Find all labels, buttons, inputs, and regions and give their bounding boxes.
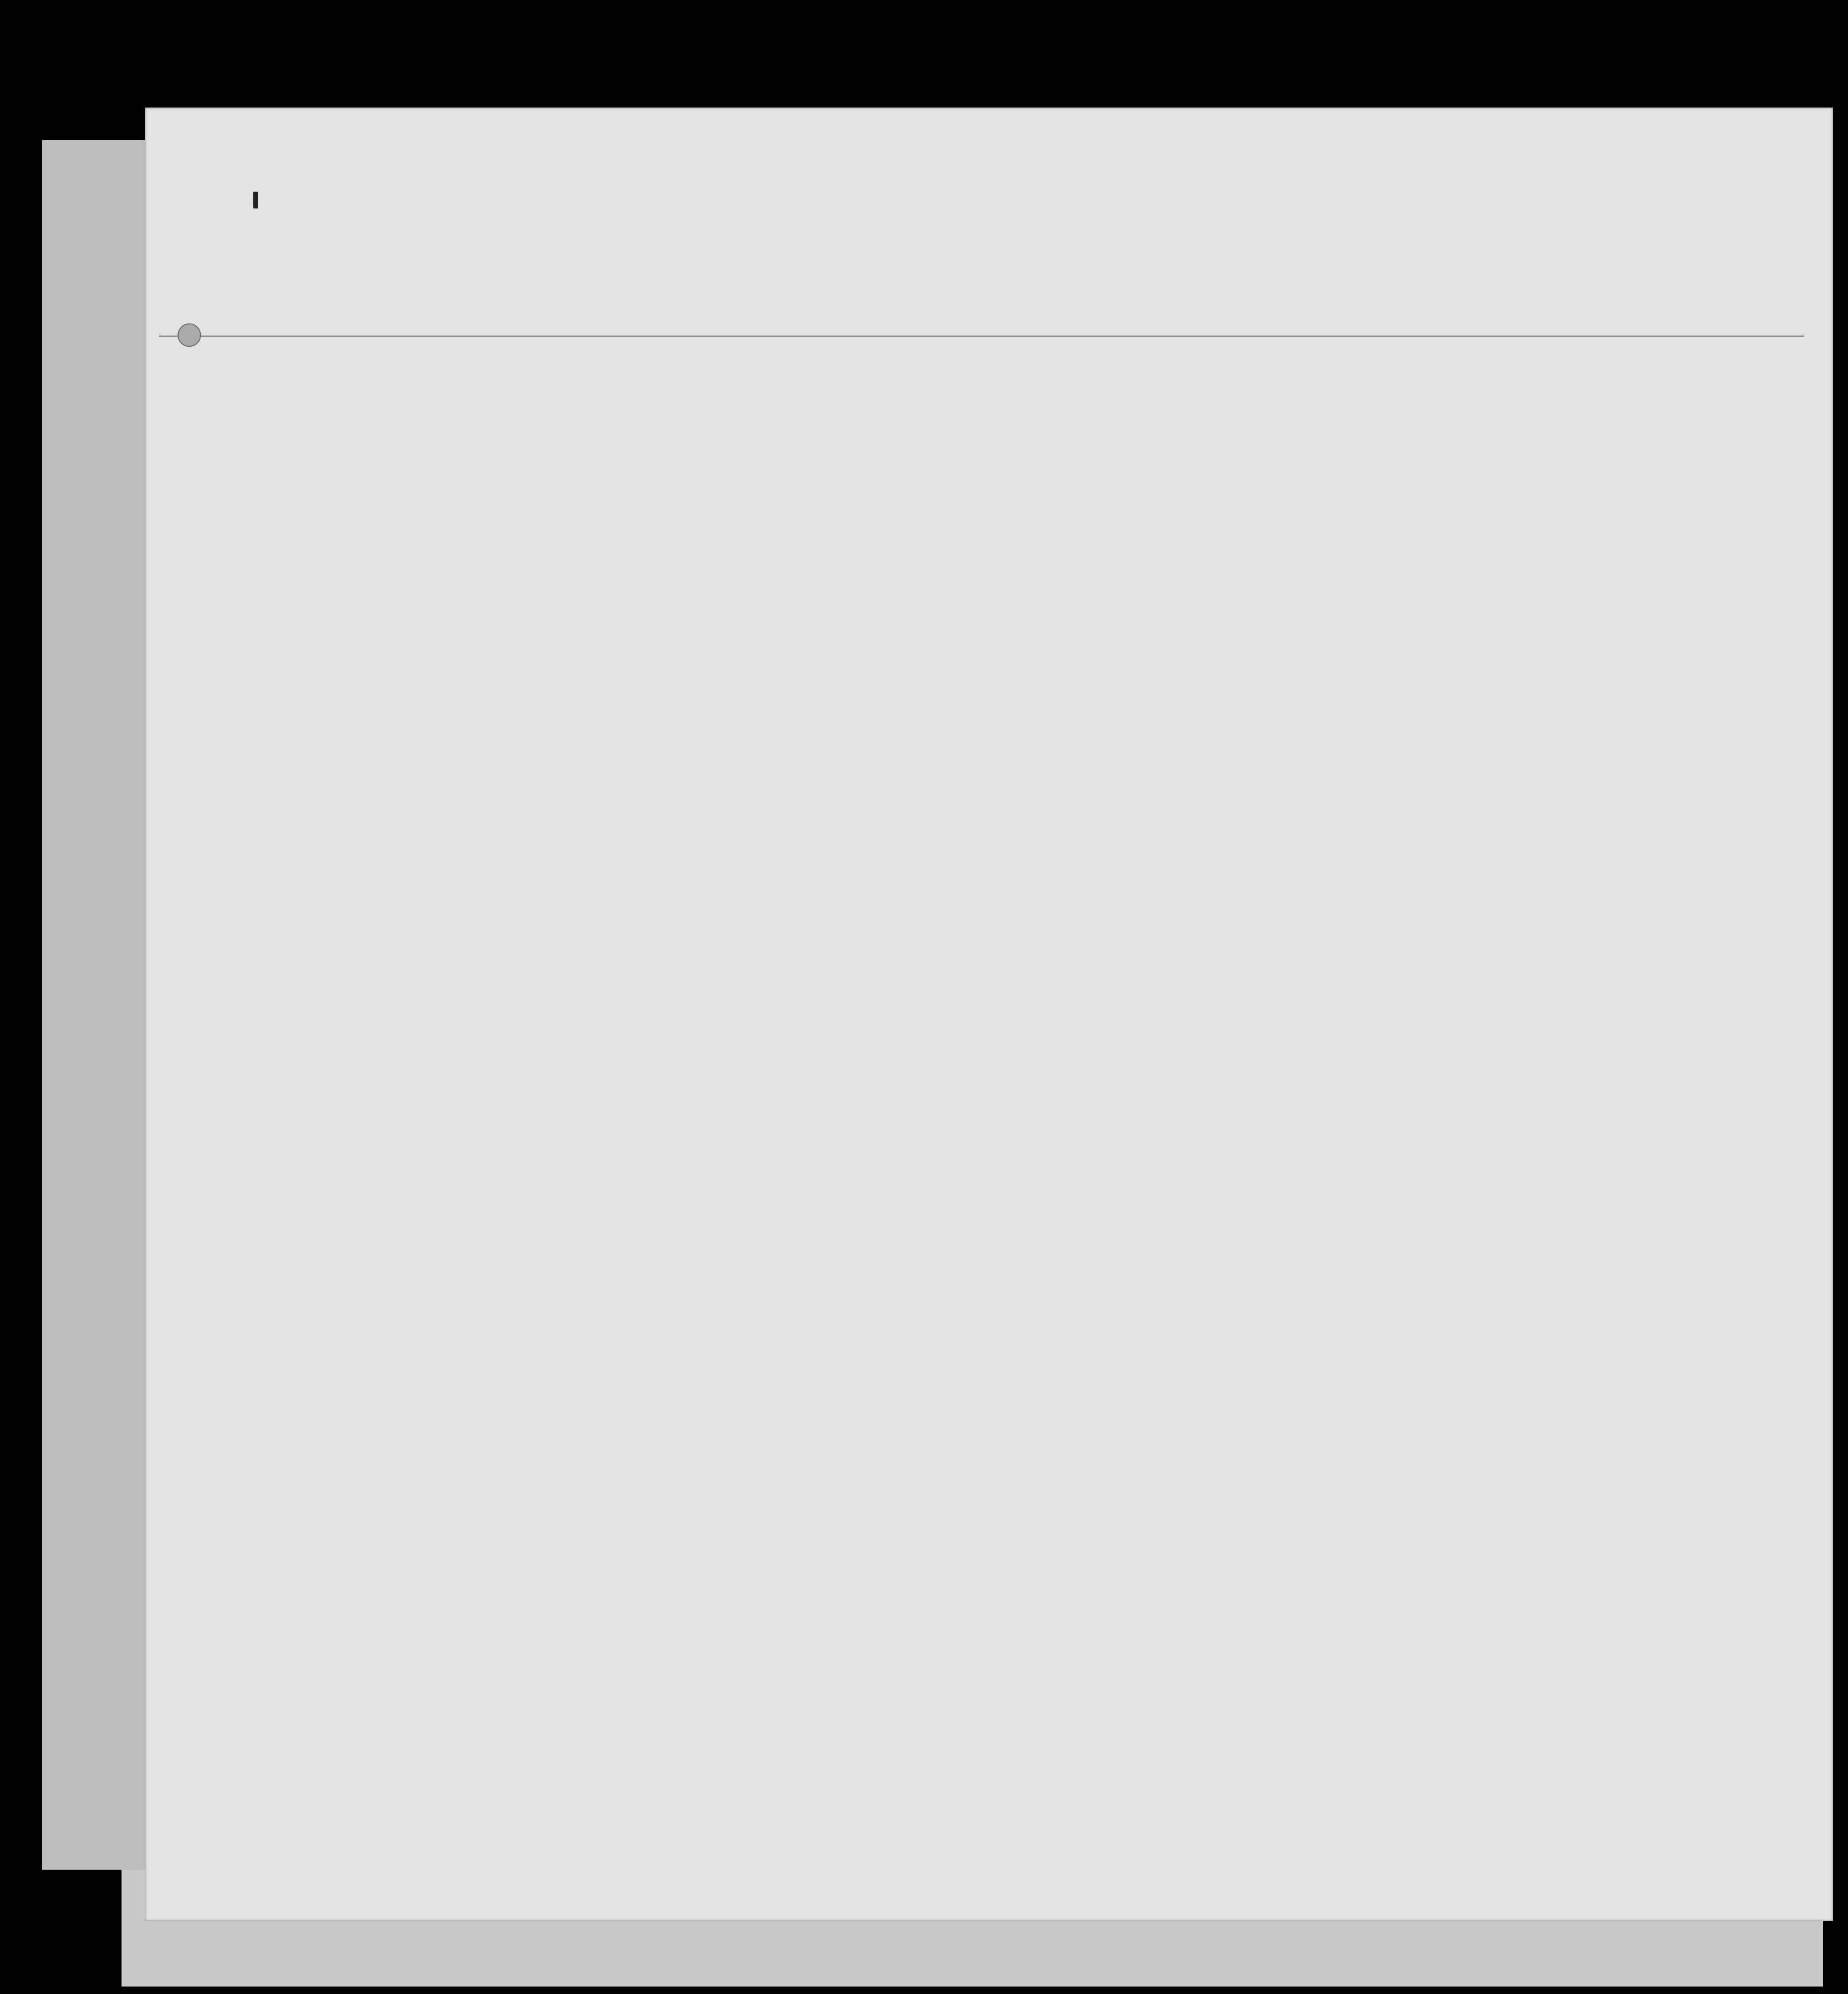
- left-edge-sheet: [42, 140, 154, 1870]
- punch-hole: [178, 323, 201, 347]
- manifest-sheet: [145, 108, 1833, 1921]
- seal-icon: [253, 192, 258, 208]
- vessel-rule: [159, 336, 1804, 337]
